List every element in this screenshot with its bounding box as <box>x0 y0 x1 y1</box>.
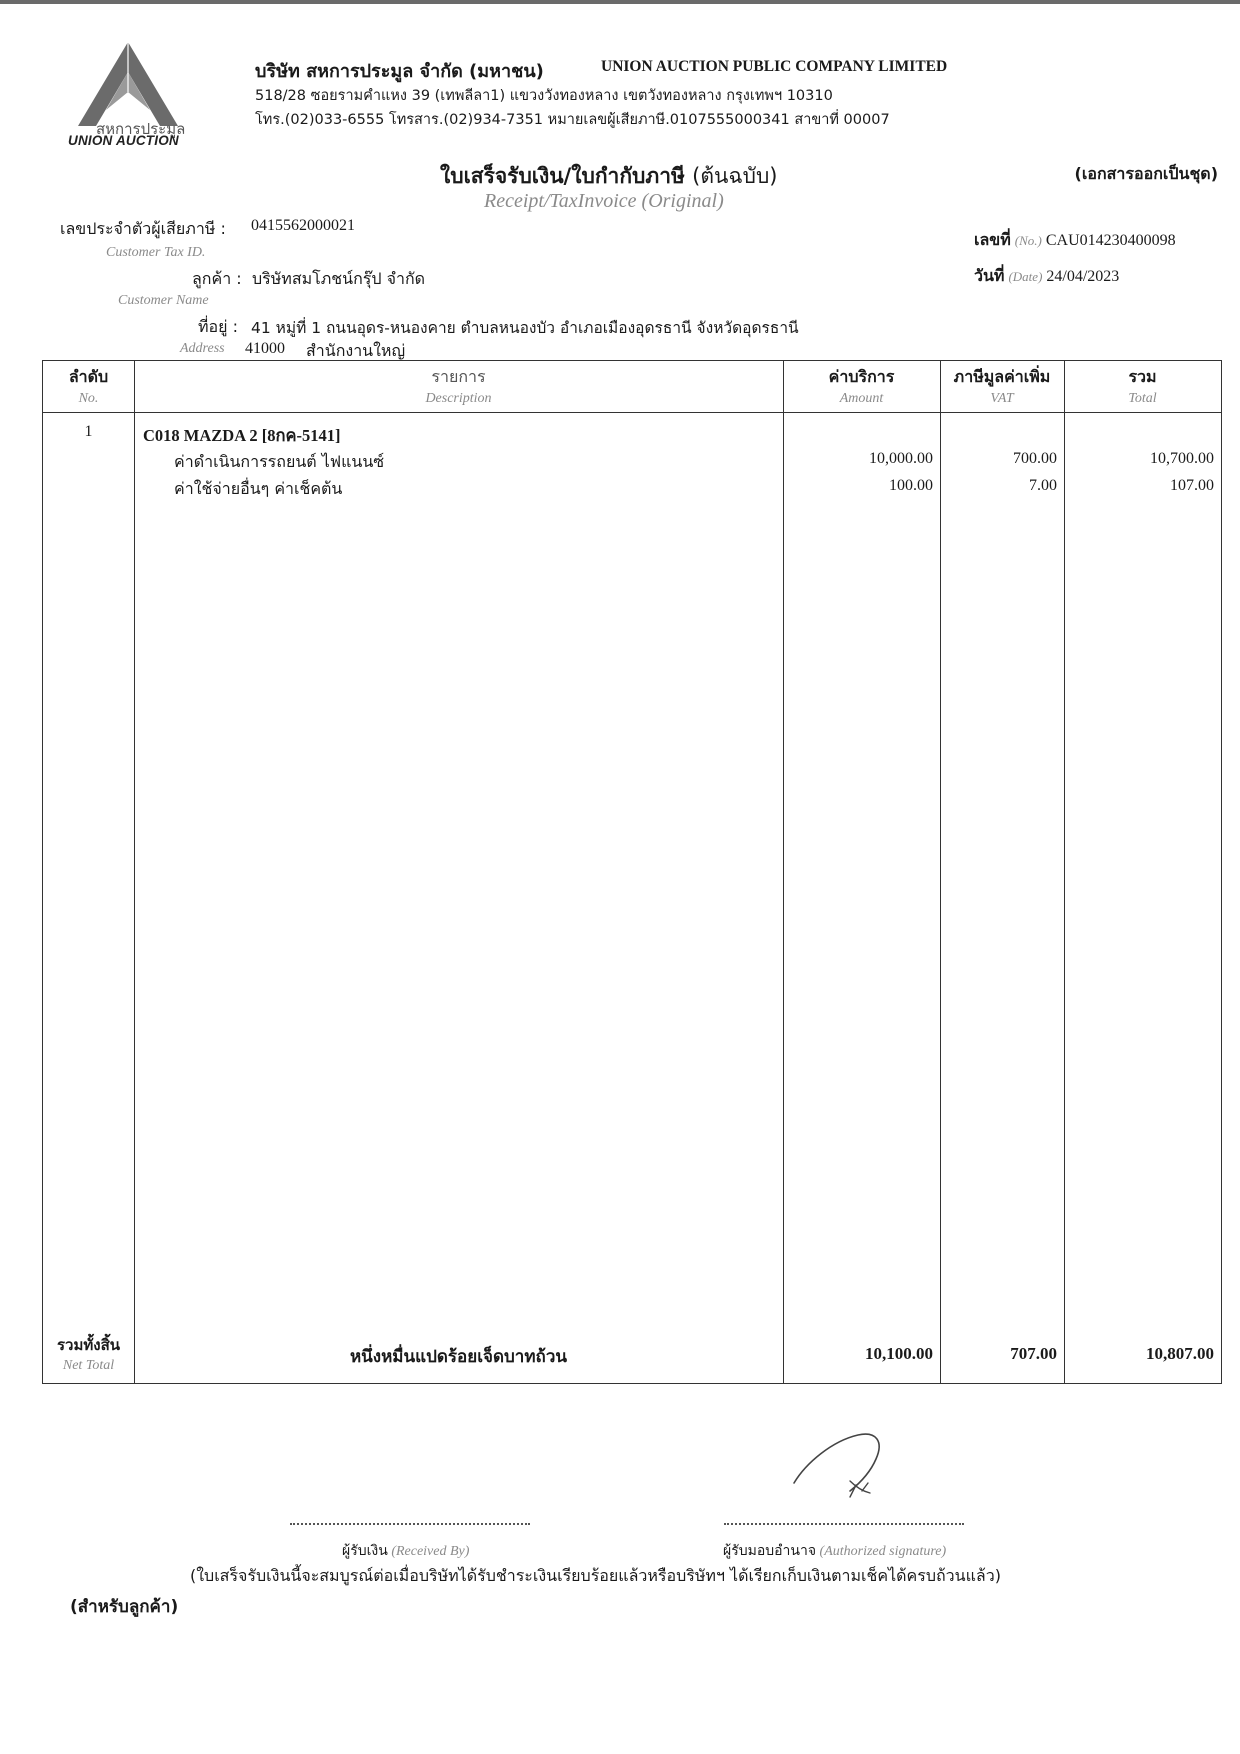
authorized-label-th: ผู้รับมอบอำนาจ <box>723 1543 817 1559</box>
footer-label <box>43 1333 134 1374</box>
header-total <box>1064 365 1221 407</box>
line-amount: 100.00 <box>889 477 933 494</box>
authorized-signature-line <box>724 1523 964 1525</box>
document-title-original: (ต้นฉบับ) <box>692 164 778 188</box>
header-no <box>43 365 134 407</box>
line-vat: 7.00 <box>1029 477 1057 494</box>
col-divider <box>1064 361 1065 1383</box>
scan-top-edge <box>0 0 1240 4</box>
received-by-label <box>342 1540 469 1562</box>
doc-date-label: วันที่ <box>974 266 1005 285</box>
doc-date <box>974 264 1119 289</box>
customer-tax-id-label-en: Customer Tax ID. <box>106 245 206 260</box>
line-description: ค่าใช้จ่ายอื่นๆ ค่าเช็คต้น <box>174 479 343 498</box>
header-vat-th: ภาษีมูลค่าเพิ่ม <box>953 367 1051 386</box>
header-amount <box>783 365 940 407</box>
header-description-en: Description <box>425 391 492 406</box>
logo-english-text: UNION AUCTION <box>68 133 179 148</box>
handwritten-signature-icon <box>780 1425 900 1510</box>
header-total-en: Total <box>1128 391 1157 406</box>
net-vat: 707.00 <box>1010 1344 1057 1363</box>
net-total: 10,807.00 <box>1146 1344 1214 1363</box>
header-divider <box>43 412 1221 413</box>
customer-tax-id-label: เลขประจำตัวผู้เสียภาษี : <box>60 219 226 238</box>
header-vat-en: VAT <box>990 391 1014 406</box>
authorized-label <box>723 1540 946 1562</box>
header-description-th: รายการ <box>431 367 486 386</box>
item-number: 1 <box>84 423 93 440</box>
col-divider <box>783 361 784 1383</box>
line-total: 107.00 <box>1170 477 1214 494</box>
validity-note: (ใบเสร็จรับเงินนี้จะสมบูรณ์ต่อเมื่อบริษัทได้รับชำระเงินเรียบร้อยแล้วหรือบริษัทฯ ได้เรียกเก็บเงินตามเช็คได้ครบถ้วนแล้ว) <box>190 1566 1001 1585</box>
company-name-thai: บริษัท สหการประมูล จำกัด (มหาชน) <box>255 61 544 82</box>
item-title: C018 MAZDA 2 [8กค-5141] <box>143 426 341 445</box>
document-title <box>440 160 778 193</box>
header-amount-th: ค่าบริการ <box>828 367 895 386</box>
amount-in-words: หนึ่งหมื่นแปดร้อยเจ็ดบาทถ้วน <box>349 1347 568 1367</box>
company-contact: โทร.(02)033-6555 โทรสาร.(02)934-7351 หมายเลขผู้เสียภาษี.0107555000341 สาขาที่ 00007 <box>255 112 890 128</box>
header-description <box>134 365 783 407</box>
doc-date-label-en: (Date) <box>1008 269 1043 284</box>
logo-thai-text: สหการประมูล <box>96 120 186 138</box>
header-vat <box>940 365 1064 407</box>
customer-address-value: 41 หมู่ที่ 1 ถนนอุดร-หนองคาย ตำบลหนองบัว อำเภอเมืองอุดรธานี จังหวัดอุดรธานี <box>251 319 799 337</box>
customer-address-label: ที่อยู่ : <box>198 317 239 336</box>
customer-branch: สำนักงานใหญ่ <box>306 341 406 360</box>
doc-number-value: CAU014230400098 <box>1045 232 1176 249</box>
received-by-label-th: ผู้รับเงิน <box>342 1543 388 1559</box>
document-set-note: (เอกสารออกเป็นชุด) <box>1074 164 1218 183</box>
footer-label-en: Net Total <box>62 1358 115 1373</box>
customer-name-label-en: Customer Name <box>118 293 209 308</box>
customer-postcode: 41000 <box>245 340 285 357</box>
copy-for-customer: (สำหรับลูกค้า) <box>70 1597 179 1617</box>
doc-date-value: 24/04/2023 <box>1046 268 1120 285</box>
authorized-label-en: (Authorized signature) <box>819 1544 947 1559</box>
header-no-en: No. <box>78 391 99 406</box>
line-total: 10,700.00 <box>1150 450 1214 467</box>
invoice-table <box>42 360 1222 1384</box>
footer-label-th: รวมทั้งสิ้น <box>57 1336 120 1354</box>
doc-number <box>974 228 1176 253</box>
header-amount-en: Amount <box>839 391 884 406</box>
customer-name-label: ลูกค้า : <box>192 269 242 288</box>
col-divider <box>134 361 135 1383</box>
company-address: 518/28 ซอยรามคำแหง 39 (เทพลีลา1) แขวงวังทองหลาง เขตวังทองหลาง กรุงเทพฯ 10310 <box>255 88 833 104</box>
net-amount: 10,100.00 <box>865 1344 933 1363</box>
customer-address-label-en: Address <box>180 341 225 356</box>
doc-number-label-en: (No.) <box>1014 233 1042 248</box>
received-by-signature-line <box>290 1523 530 1525</box>
line-vat: 700.00 <box>1013 450 1057 467</box>
doc-number-label: เลขที่ <box>974 230 1011 249</box>
customer-tax-id-value: 0415562000021 <box>251 217 355 234</box>
document-title-thai: ใบเสร็จรับเงิน/ใบกำกับภาษี <box>440 164 685 188</box>
document-title-english: Receipt/TaxInvoice (Original) <box>484 190 724 212</box>
header-no-th: ลำดับ <box>68 367 109 386</box>
received-by-label-en: (Received By) <box>391 1544 470 1559</box>
customer-name-value: บริษัทสมโภชน์กรุ๊ป จำกัด <box>252 269 426 288</box>
col-divider <box>940 361 941 1383</box>
header-total-th: รวม <box>1128 367 1157 386</box>
line-description: ค่าดำเนินการรถยนต์ ไฟแนนซ์ <box>174 452 385 471</box>
line-amount: 10,000.00 <box>869 450 933 467</box>
company-name-english: UNION AUCTION PUBLIC COMPANY LIMITED <box>601 58 948 75</box>
